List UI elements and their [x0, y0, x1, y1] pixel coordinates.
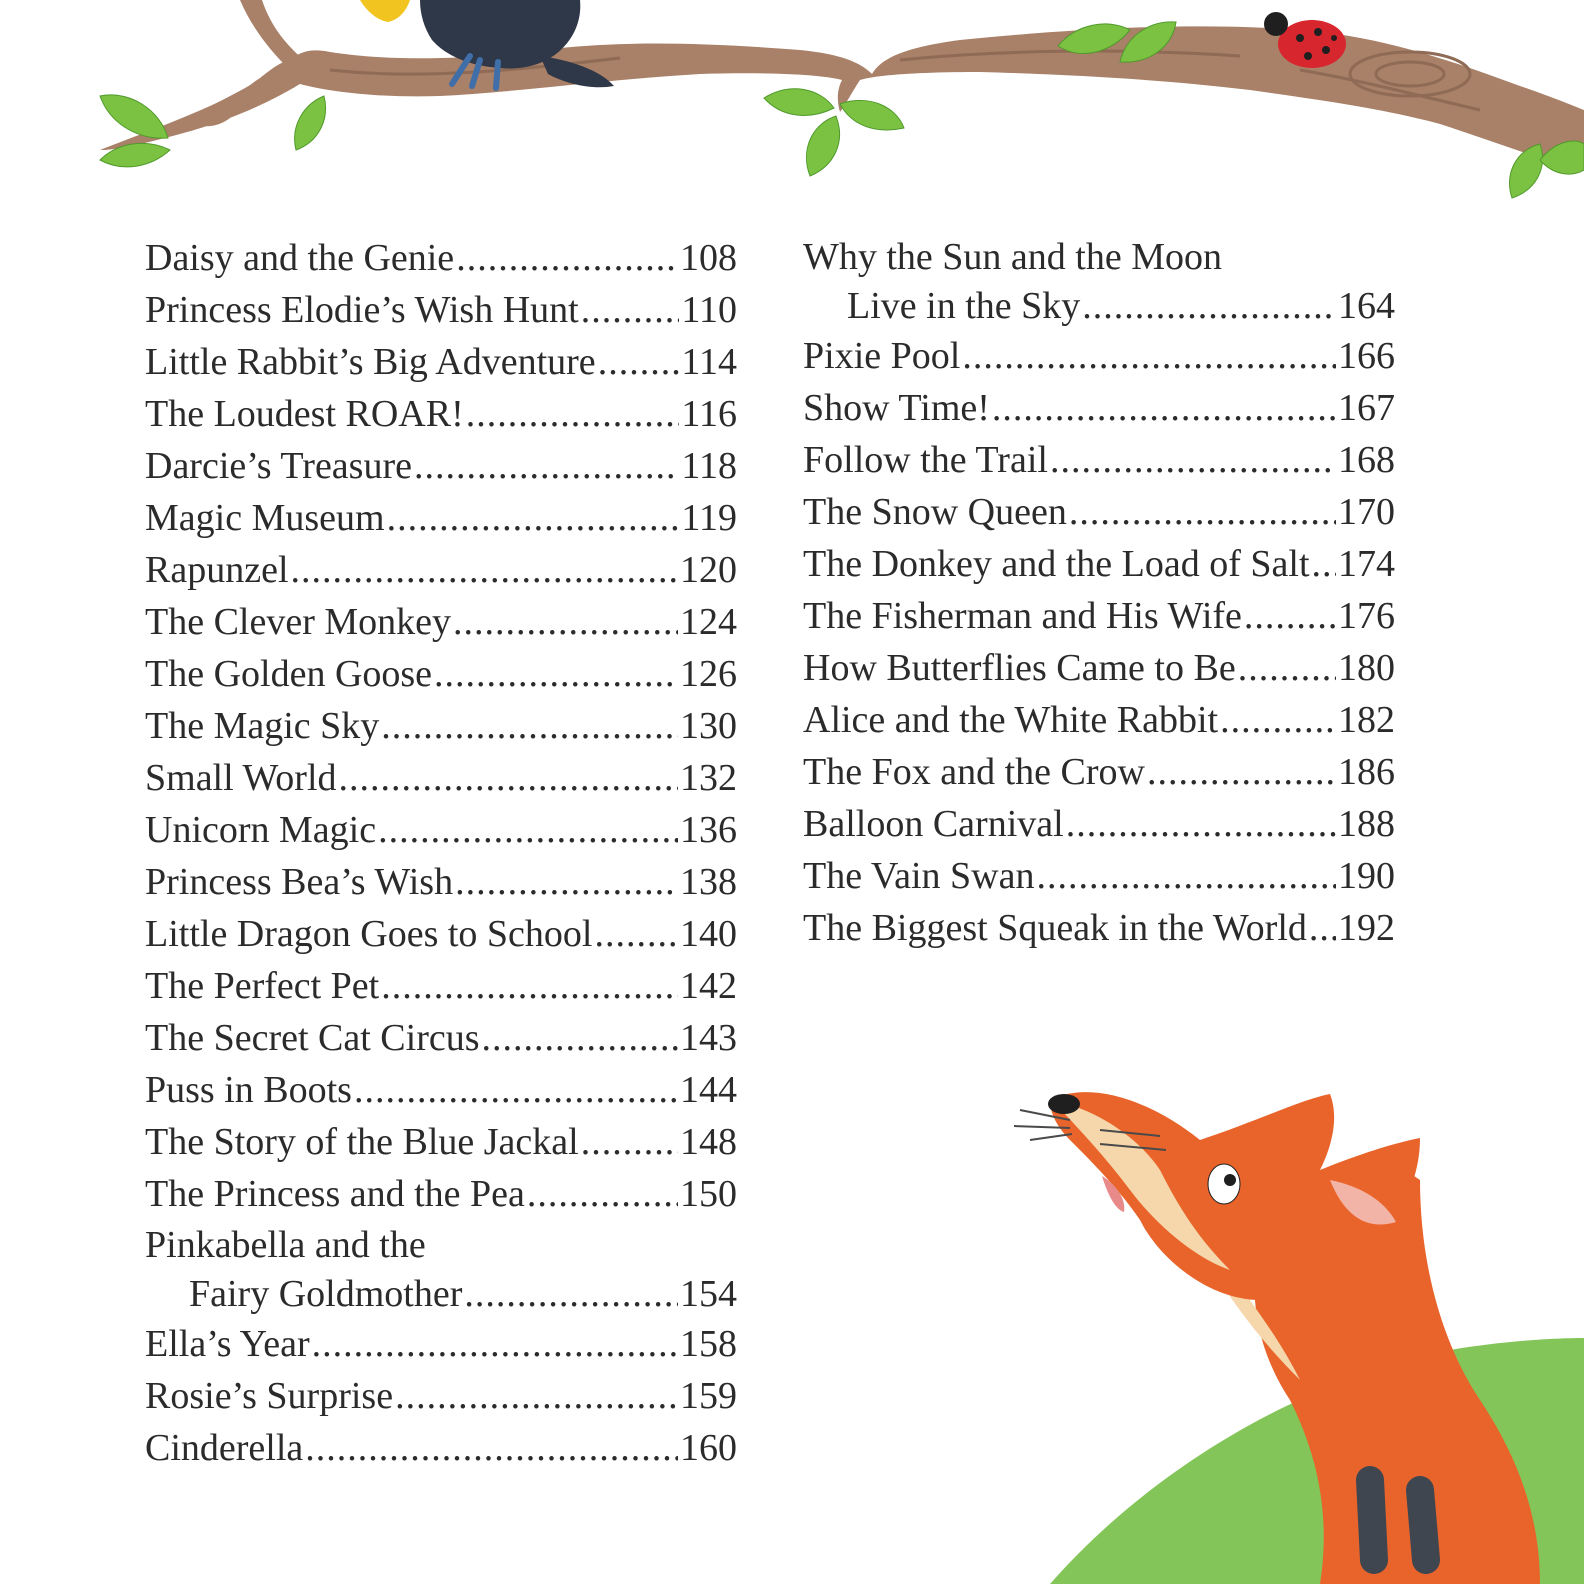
leaf — [295, 96, 326, 150]
dot-leader — [992, 382, 1336, 434]
dot-leader — [581, 1116, 678, 1168]
dot-leader — [1312, 538, 1336, 590]
leaf — [1510, 144, 1543, 198]
toc-entry[interactable] — [803, 642, 1395, 694]
dot-leader — [1244, 590, 1336, 642]
toc-entry-title: Daisy and the Genie — [145, 237, 455, 279]
ladybird-spot — [1304, 52, 1312, 60]
toc-entry[interactable] — [145, 1370, 737, 1422]
toc-entry-page: 158 — [680, 1323, 737, 1365]
toc-entry-page: 170 — [1338, 491, 1395, 533]
toc-entry-title: Magic Museum — [145, 497, 385, 539]
toc-entry[interactable] — [803, 850, 1395, 902]
toc-entry-title: Rosie’s Surprise — [145, 1375, 394, 1417]
toc-entry-page: 130 — [680, 705, 737, 747]
leaf — [806, 116, 839, 176]
toc-entry-title: Princess Bea’s Wish — [145, 861, 454, 903]
toc-entry-page: 160 — [680, 1427, 737, 1469]
toc-entry-title: The Snow Queen — [803, 491, 1067, 533]
toc-entry-title: The Loudest ROAR! — [145, 393, 464, 435]
toc-entry-page: 119 — [681, 497, 737, 539]
dot-leader — [1037, 850, 1337, 902]
toc-entry[interactable] — [803, 798, 1395, 850]
toc-entry[interactable] — [803, 382, 1395, 434]
toc-entry-title: Small World — [145, 757, 337, 799]
toc-entry[interactable] — [145, 388, 737, 440]
toc-entry-title: The Clever Monkey — [145, 601, 452, 643]
ladybird-spot — [1296, 34, 1304, 42]
toc-entry-page: 164 — [1338, 285, 1395, 327]
toc-entry-title: Follow the Trail — [803, 439, 1048, 481]
toc-entry-title: Ella’s Year — [145, 1323, 310, 1365]
toc-entry[interactable] — [803, 746, 1395, 798]
toc-entry-title: Pinkabella and the — [145, 1224, 426, 1266]
toc-entry-title: The Secret Cat Circus — [145, 1017, 480, 1059]
dot-leader — [378, 804, 678, 856]
toc-entry-title: Rapunzel — [145, 549, 289, 591]
dot-leader — [414, 440, 679, 492]
toc-entry[interactable] — [803, 902, 1395, 954]
dot-leader — [312, 1318, 678, 1370]
toc-entry[interactable] — [145, 1220, 737, 1318]
dot-leader — [381, 960, 678, 1012]
toc-entry-page: 126 — [680, 653, 737, 695]
toc-entry-title: The Golden Goose — [145, 653, 433, 695]
leaf — [100, 95, 168, 138]
toc-entry-title: The Story of the Blue Jackal — [145, 1121, 579, 1163]
dot-leader — [962, 330, 1336, 382]
toc-entry-title: Puss in Boots — [145, 1069, 352, 1111]
dot-leader — [1082, 282, 1336, 330]
dot-leader — [1066, 798, 1336, 850]
toc-column-left — [145, 232, 737, 1474]
dot-leader — [1050, 434, 1336, 486]
ladybird-spot — [1322, 46, 1330, 54]
toc-entry-page: 148 — [680, 1121, 737, 1163]
toc-entry-line2 — [803, 282, 1395, 330]
toc-entry-title: Alice and the White Rabbit — [803, 699, 1219, 741]
toc-entry-title: How Butterflies Came to Be — [803, 647, 1236, 689]
toc-entry-title: The Fisherman and His Wife — [803, 595, 1242, 637]
dot-leader — [527, 1168, 678, 1220]
toc-entry-page: 120 — [680, 549, 737, 591]
dot-leader — [381, 700, 678, 752]
toc-entry[interactable] — [803, 694, 1395, 746]
dot-leader — [1220, 694, 1336, 746]
toc-entry[interactable] — [145, 960, 737, 1012]
toc-entry[interactable] — [145, 1318, 737, 1370]
dot-leader — [482, 1012, 678, 1064]
toc-entry-title: The Vain Swan — [803, 855, 1035, 897]
toc-entry-page: 188 — [1338, 803, 1395, 845]
toc-entry-page: 142 — [680, 965, 737, 1007]
toc-entry-page: 154 — [680, 1273, 737, 1315]
toc-entry-page: 192 — [1338, 907, 1395, 949]
toc-entry[interactable] — [803, 538, 1395, 590]
toc-entry[interactable] — [145, 596, 737, 648]
tree-branch-illustration — [100, 0, 1584, 170]
toc-entry-page: 174 — [1338, 543, 1395, 585]
toc-entry-title: The Magic Sky — [145, 705, 380, 747]
fox-nose — [1048, 1094, 1080, 1114]
toc-entry-title: Unicorn Magic — [145, 809, 377, 851]
toc-entry[interactable] — [145, 284, 737, 336]
branch-stub — [240, 0, 304, 66]
toc-entry-line2 — [145, 1270, 737, 1318]
toc-entry[interactable] — [145, 856, 737, 908]
dot-leader — [434, 648, 678, 700]
toc-entry[interactable] — [803, 330, 1395, 382]
dot-leader — [395, 1370, 678, 1422]
toc-entry-page: 143 — [680, 1017, 737, 1059]
fox-eye — [1208, 1164, 1240, 1204]
toc-entry-page: 118 — [681, 445, 737, 487]
toc-entry[interactable] — [145, 1012, 737, 1064]
dot-leader — [1147, 746, 1336, 798]
toc-entry[interactable] — [145, 1064, 737, 1116]
toc-entry-title: Princess Elodie’s Wish Hunt — [145, 289, 579, 331]
toc-entry-page: 110 — [681, 289, 737, 331]
toc-entry-title: The Donkey and the Load of Salt — [803, 543, 1310, 585]
toc-entry-page: 136 — [680, 809, 737, 851]
toc-entry-page: 176 — [1338, 595, 1395, 637]
toc-entry-title: The Fox and the Crow — [803, 751, 1145, 793]
toc-entry-title: Little Dragon Goes to School — [145, 913, 593, 955]
toc-entry[interactable] — [145, 648, 737, 700]
toc-entry-title: The Biggest Squeak in the World — [803, 907, 1307, 949]
dot-leader — [1069, 486, 1336, 538]
branch-shape — [100, 0, 1584, 170]
toc-entry[interactable] — [145, 440, 737, 492]
dot-leader — [453, 596, 678, 648]
toc-entry-page: 166 — [1338, 335, 1395, 377]
cheese-illustration — [360, 0, 410, 22]
dot-leader — [387, 492, 680, 544]
toc-entry-title: Darcie’s Treasure — [145, 445, 412, 487]
toc-column-right — [803, 232, 1395, 954]
toc-entry-title-cont: Fairy Goldmother — [189, 1273, 463, 1315]
toc-entry-page: 167 — [1338, 387, 1395, 429]
toc-entry-page: 180 — [1338, 647, 1395, 689]
toc-entry[interactable] — [145, 752, 737, 804]
dot-leader — [1238, 642, 1336, 694]
toc-entry[interactable] — [803, 486, 1395, 538]
toc-entry-page: 140 — [680, 913, 737, 955]
toc-entry-page: 132 — [680, 757, 737, 799]
ladybird-shell — [1278, 20, 1346, 68]
toc-entry[interactable] — [145, 544, 737, 596]
toc-entry-page: 108 — [680, 237, 737, 279]
toc-entry[interactable] — [145, 492, 737, 544]
toc-entry[interactable] — [145, 804, 737, 856]
toc-entry-title: Why the Sun and the Moon — [803, 236, 1223, 278]
toc-entry-page: 144 — [680, 1069, 737, 1111]
ladybird-spot — [1314, 28, 1322, 36]
toc-entry-page: 116 — [681, 393, 737, 435]
fox-pupil — [1224, 1174, 1236, 1186]
dot-leader — [291, 544, 678, 596]
toc-entry-page: 182 — [1338, 699, 1395, 741]
dot-leader — [598, 336, 680, 388]
toc-entry-title: Balloon Carnival — [803, 803, 1064, 845]
toc-entry-page: 159 — [680, 1375, 737, 1417]
toc-entry-title: Little Rabbit’s Big Adventure — [145, 341, 596, 383]
leaf — [840, 100, 904, 129]
dot-leader — [354, 1064, 678, 1116]
toc-entry-title: Show Time! — [803, 387, 990, 429]
toc-entry[interactable] — [145, 336, 737, 388]
toc-entry-title-cont: Live in the Sky — [847, 285, 1081, 327]
toc-entry-page: 138 — [680, 861, 737, 903]
toc-entry-title: Pixie Pool — [803, 335, 961, 377]
ladybird-spot — [1331, 35, 1337, 41]
dot-leader — [1309, 902, 1336, 954]
toc-entry[interactable] — [803, 434, 1395, 486]
dot-leader — [339, 752, 678, 804]
toc-entry[interactable] — [145, 1116, 737, 1168]
toc-entry[interactable] — [145, 1168, 737, 1220]
toc-entry[interactable] — [803, 590, 1395, 642]
toc-entry[interactable] — [145, 1422, 737, 1474]
toc-entry[interactable] — [803, 232, 1395, 330]
dot-leader — [594, 908, 678, 960]
toc-entry-title: Cinderella — [145, 1427, 304, 1469]
dot-leader — [305, 1422, 678, 1474]
toc-entry[interactable] — [145, 908, 737, 960]
toc-entry-title: The Perfect Pet — [145, 965, 380, 1007]
toc-entry[interactable] — [145, 232, 737, 284]
toc-entry-page: 114 — [681, 341, 737, 383]
dot-leader — [464, 1270, 678, 1318]
toc-entry-page: 190 — [1338, 855, 1395, 897]
ladybird-head — [1264, 12, 1288, 36]
toc-entry-title: The Princess and the Pea — [145, 1173, 525, 1215]
toc-entry-page: 168 — [1338, 439, 1395, 481]
toc-entry-page: 150 — [680, 1173, 737, 1215]
dot-leader — [466, 388, 680, 440]
toc-entry-page: 124 — [680, 601, 737, 643]
dot-leader — [581, 284, 680, 336]
toc-entry[interactable] — [145, 700, 737, 752]
dot-leader — [455, 856, 678, 908]
dot-leader — [456, 232, 678, 284]
toc-entry-page: 186 — [1338, 751, 1395, 793]
leaf — [764, 89, 834, 116]
